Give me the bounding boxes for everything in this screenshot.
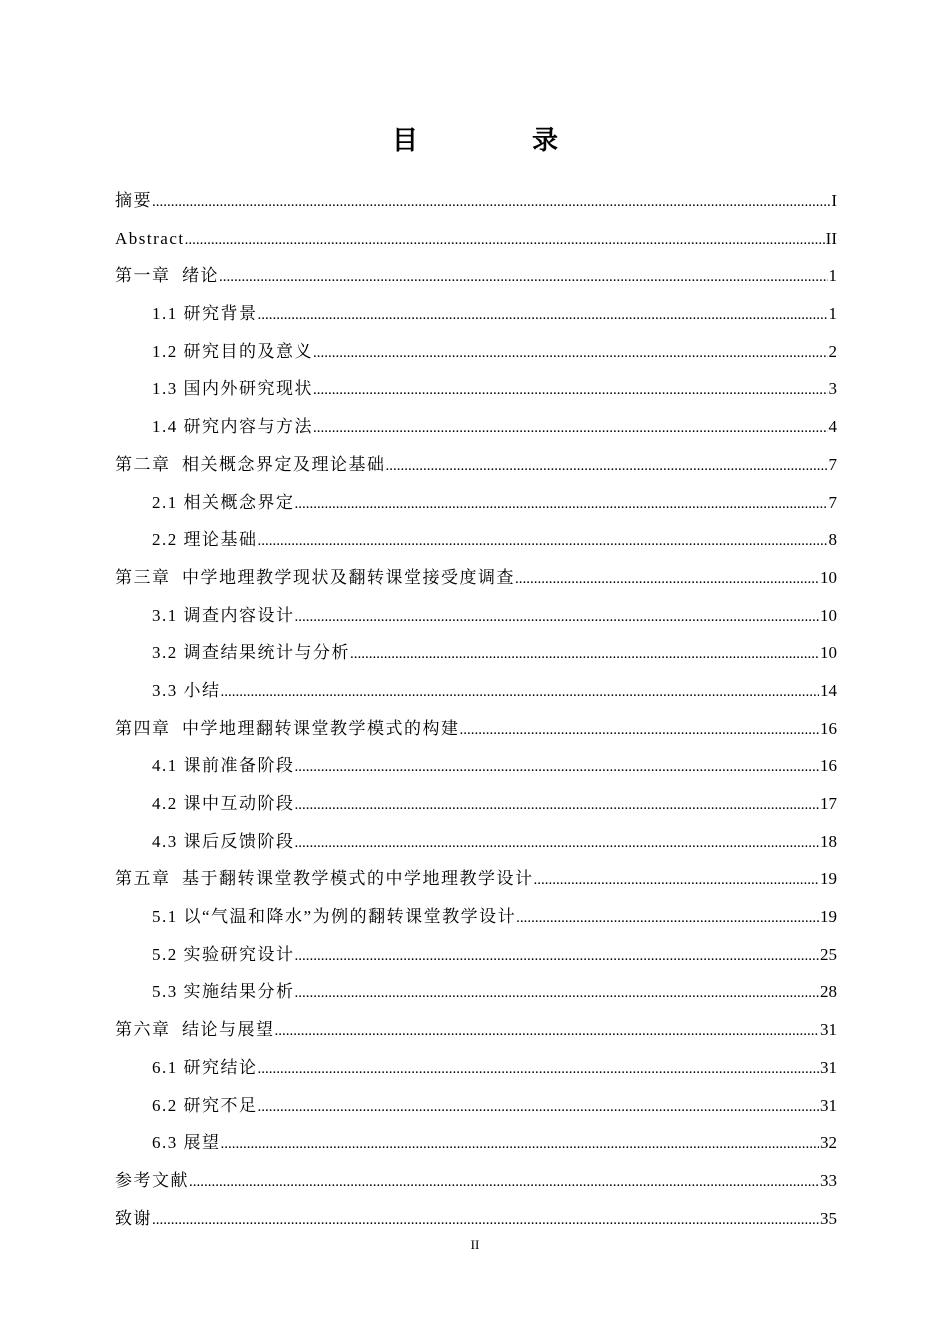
toc-entry[interactable] bbox=[115, 446, 837, 484]
toc-entry-label: 参考文献 bbox=[115, 1170, 189, 1190]
toc-entry-label: 1.1 研究背景 bbox=[152, 304, 258, 324]
toc-entry-page-number: 32 bbox=[820, 1133, 837, 1153]
toc-dot-leader bbox=[534, 862, 820, 900]
toc-dot-leader bbox=[152, 1202, 819, 1240]
toc-dot-leader bbox=[460, 712, 820, 750]
toc-entry-page-number: 25 bbox=[820, 944, 837, 964]
toc-entry-page-number: I bbox=[831, 191, 837, 210]
toc-entry-page-number: 16 bbox=[820, 756, 837, 776]
toc-dot-leader bbox=[258, 1089, 820, 1127]
toc-dot-leader bbox=[221, 674, 820, 712]
toc-entry[interactable] bbox=[115, 484, 837, 522]
toc-entry-page-number: 3 bbox=[828, 379, 837, 399]
toc-entry-page-number: 31 bbox=[820, 1057, 837, 1077]
toc-entry-label: 第六章 结论与展望 bbox=[115, 1020, 275, 1040]
toc-entry[interactable] bbox=[115, 257, 837, 295]
toc-dot-leader bbox=[313, 410, 828, 448]
toc-entry-label: 1.4 研究内容与方法 bbox=[152, 417, 313, 437]
toc-entry[interactable] bbox=[115, 785, 837, 823]
toc-entry-page-number: 7 bbox=[828, 492, 837, 512]
toc-dot-leader bbox=[152, 184, 830, 222]
toc-entry-page-number: 14 bbox=[820, 680, 837, 700]
toc-dot-leader bbox=[221, 1126, 820, 1164]
toc-entry[interactable] bbox=[115, 521, 837, 559]
toc-entry-label: 4.3 课后反馈阶段 bbox=[152, 831, 295, 851]
toc-entry-label: 5.1 以“气温和降水”为例的翻转课堂教学设计 bbox=[152, 907, 517, 927]
toc-entry[interactable] bbox=[115, 182, 837, 220]
toc-entry[interactable] bbox=[115, 936, 837, 974]
toc-dot-leader bbox=[295, 787, 820, 825]
toc-entry-label: 2.1 相关概念界定 bbox=[152, 492, 295, 512]
toc-entry[interactable] bbox=[115, 333, 837, 371]
toc-entry[interactable] bbox=[115, 1162, 837, 1200]
toc-entry-label: 3.3 小结 bbox=[152, 680, 221, 700]
toc-entry[interactable] bbox=[115, 710, 837, 748]
toc-dot-leader bbox=[185, 222, 825, 260]
toc-entry-page-number: 8 bbox=[828, 530, 837, 550]
toc-dot-leader bbox=[313, 372, 828, 410]
toc-dot-leader bbox=[295, 825, 820, 863]
toc-entry-label: 5.3 实施结果分析 bbox=[152, 982, 295, 1002]
toc-entry-page-number: 1 bbox=[828, 266, 837, 286]
toc-entry-page-number: II bbox=[825, 228, 837, 248]
toc-entry-label: Abstract bbox=[115, 228, 185, 248]
toc-entry-label: 5.2 实验研究设计 bbox=[152, 944, 295, 964]
toc-dot-leader bbox=[515, 561, 819, 599]
toc-dot-leader bbox=[295, 749, 820, 787]
toc-entry[interactable] bbox=[115, 860, 837, 898]
toc-entry[interactable] bbox=[115, 1124, 837, 1162]
toc-entry-label: 第四章 中学地理翻转课堂教学模式的构建 bbox=[115, 718, 460, 738]
toc-entry-page-number: 19 bbox=[820, 907, 837, 927]
toc-entry-label: 2.2 理论基础 bbox=[152, 530, 258, 550]
toc-entry-label: 6.1 研究结论 bbox=[152, 1057, 258, 1077]
toc-entry-page-number: 28 bbox=[820, 982, 837, 1002]
table-of-contents bbox=[115, 182, 837, 1237]
toc-dot-leader bbox=[295, 486, 828, 524]
toc-entry-label: 致谢 bbox=[115, 1208, 152, 1228]
toc-entry-label: 第二章 相关概念界定及理论基础 bbox=[115, 454, 386, 474]
toc-entry[interactable] bbox=[115, 1011, 837, 1049]
toc-dot-leader bbox=[275, 1013, 820, 1051]
toc-entry-label: 摘要 bbox=[115, 191, 152, 210]
toc-entry-label: 第三章 中学地理教学现状及翻转课堂接受度调查 bbox=[115, 567, 515, 587]
toc-entry[interactable] bbox=[115, 672, 837, 710]
toc-entry-label: 第五章 基于翻转课堂教学模式的中学地理教学设计 bbox=[115, 869, 534, 889]
toc-entry-page-number: 33 bbox=[820, 1170, 837, 1190]
toc-dot-leader bbox=[219, 259, 828, 297]
toc-entry[interactable] bbox=[115, 1200, 837, 1238]
toc-entry-page-number: 10 bbox=[820, 567, 837, 587]
toc-entry[interactable] bbox=[115, 295, 837, 333]
toc-entry[interactable] bbox=[115, 1049, 837, 1087]
toc-entry-page-number: 19 bbox=[820, 869, 837, 889]
toc-dot-leader bbox=[313, 335, 828, 373]
toc-dot-leader bbox=[350, 636, 819, 674]
toc-dot-leader bbox=[295, 938, 820, 976]
toc-entry[interactable] bbox=[115, 559, 837, 597]
toc-dot-leader bbox=[258, 1051, 820, 1089]
toc-dot-leader bbox=[295, 975, 820, 1013]
toc-entry[interactable] bbox=[115, 747, 837, 785]
toc-entry[interactable] bbox=[115, 634, 837, 672]
toc-entry-label: 1.3 国内外研究现状 bbox=[152, 379, 313, 399]
toc-entry-page-number: 4 bbox=[828, 417, 837, 437]
toc-entry-label: 第一章 绪论 bbox=[115, 266, 219, 286]
footer-page-number: II bbox=[470, 1237, 480, 1252]
toc-entry-page-number: 31 bbox=[820, 1020, 837, 1040]
toc-entry[interactable] bbox=[115, 823, 837, 861]
toc-dot-leader bbox=[258, 297, 828, 335]
toc-entry-page-number: 10 bbox=[820, 643, 837, 663]
page-title: 目 录 bbox=[391, 126, 602, 155]
toc-entry[interactable] bbox=[115, 1087, 837, 1125]
toc-entry-label: 1.2 研究目的及意义 bbox=[152, 341, 313, 361]
toc-dot-leader bbox=[189, 1164, 819, 1202]
toc-entry-page-number: 31 bbox=[820, 1095, 837, 1115]
toc-entry-page-number: 7 bbox=[828, 454, 837, 474]
toc-dot-leader bbox=[295, 599, 820, 637]
toc-entry-label: 3.1 调查内容设计 bbox=[152, 605, 295, 625]
toc-entry-label: 6.2 研究不足 bbox=[152, 1095, 258, 1115]
toc-entry[interactable] bbox=[115, 898, 837, 936]
toc-entry-page-number: 17 bbox=[820, 794, 837, 813]
toc-entry-label: 4.2 课中互动阶段 bbox=[152, 794, 295, 813]
toc-entry-label: 4.1 课前准备阶段 bbox=[152, 756, 295, 776]
toc-entry[interactable] bbox=[115, 597, 837, 635]
toc-entry[interactable] bbox=[115, 973, 837, 1011]
toc-dot-leader bbox=[258, 523, 828, 561]
toc-entry-label: 6.3 展望 bbox=[152, 1133, 221, 1153]
toc-entry[interactable] bbox=[115, 408, 837, 446]
toc-entry-page-number: 2 bbox=[828, 341, 837, 361]
toc-entry[interactable] bbox=[115, 220, 837, 258]
toc-entry-page-number: 35 bbox=[820, 1208, 837, 1228]
toc-dot-leader bbox=[386, 448, 828, 486]
toc-entry-page-number: 18 bbox=[820, 831, 837, 851]
toc-entry-page-number: 16 bbox=[820, 718, 837, 738]
toc-dot-leader bbox=[516, 900, 819, 938]
toc-entry-page-number: 10 bbox=[820, 605, 837, 625]
toc-entry[interactable] bbox=[115, 370, 837, 408]
toc-entry-label: 3.2 调查结果统计与分析 bbox=[152, 643, 350, 663]
toc-entry-page-number: 1 bbox=[828, 304, 837, 324]
